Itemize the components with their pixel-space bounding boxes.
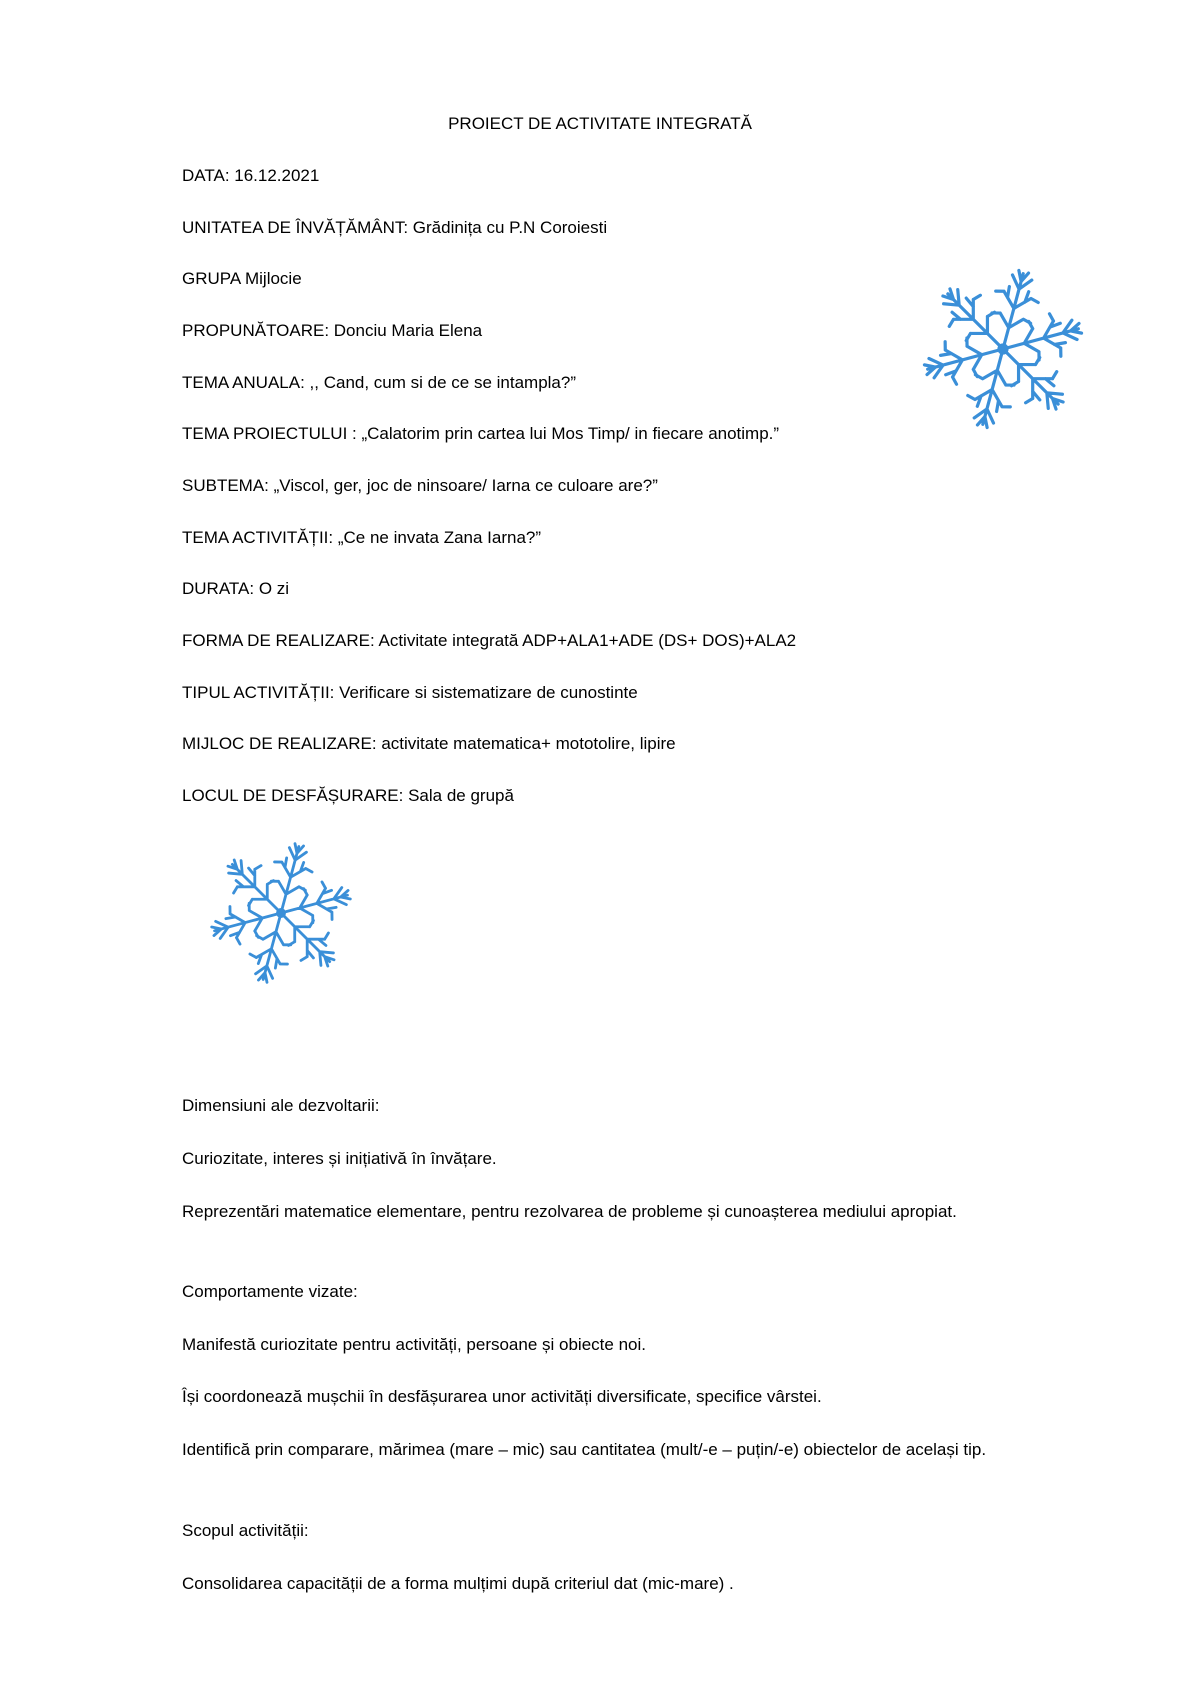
heading-comportamente: Comportamente vizate: — [182, 1282, 358, 1301]
heading-dimensiuni: Dimensiuni ale dezvoltarii: — [182, 1096, 380, 1115]
document-title: PROIECT DE ACTIVITATE INTEGRATĂ — [448, 114, 752, 133]
field-tema-proiectului: TEMA PROIECTULUI : „Calatorim prin cartea lui Mos Timp/ in fiecare anotimp.” — [182, 424, 780, 443]
field-tipul-activitatii: TIPUL ACTIVITĂȚII: Verificare si sistematizare de cunostinte — [182, 683, 638, 702]
snowflake-icon — [206, 838, 356, 988]
field-subtema: SUBTEMA: „Viscol, ger, joc de ninsoare/ Iarna ce culoare are?” — [182, 476, 658, 495]
field-grupa: GRUPA Mijlocie — [182, 269, 302, 288]
paragraph-curiozitate: Curiozitate, interes și inițiativă în învățare. — [182, 1149, 497, 1168]
snowflake-icon — [918, 264, 1088, 434]
field-unitatea: UNITATEA DE ÎNVĂȚĂMÂNT: Grădinița cu P.N Coroiesti — [182, 218, 608, 237]
field-tema-anuala: TEMA ANUALA: ,, Cand, cum si de ce se intampla?” — [182, 373, 576, 392]
field-locul-de-desfasurare: LOCUL DE DESFĂȘURARE: Sala de grupă — [182, 786, 514, 805]
paragraph-identifica: Identifică prin comparare, mărimea (mare – mic) sau cantitatea (mult/-e – puțin/-e) obiectelor de același tip. — [182, 1440, 987, 1459]
field-mijloc-de-realizare: MIJLOC DE REALIZARE: activitate matematica+ mototolire, lipire — [182, 734, 676, 753]
paragraph-reprezentari: Reprezentări matematice elementare, pentru rezolvarea de probleme și cunoașterea mediului apropiat. — [182, 1202, 957, 1221]
paragraph-coordoneaza: Își coordonează mușchii în desfășurarea unor activități diversificate, specifice vârstei. — [182, 1387, 822, 1406]
paragraph-manifesta: Manifestă curiozitate pentru activități, persoane și obiecte noi. — [182, 1335, 646, 1354]
field-data: DATA: 16.12.2021 — [182, 166, 320, 185]
paragraph-consolidarea: Consolidarea capacității de a forma mulțimi după criteriul dat (mic-mare) . — [182, 1574, 734, 1593]
heading-scopul: Scopul activității: — [182, 1521, 309, 1540]
field-tema-activitatii: TEMA ACTIVITĂȚII: „Ce ne invata Zana Iarna?” — [182, 528, 542, 547]
field-propunatoare: PROPUNĂTOARE: Donciu Maria Elena — [182, 321, 483, 340]
field-durata: DURATA: O zi — [182, 579, 290, 598]
field-forma-de-realizare: FORMA DE REALIZARE: Activitate integrată ADP+ALA1+ADE (DS+ DOS)+ALA2 — [182, 631, 797, 650]
